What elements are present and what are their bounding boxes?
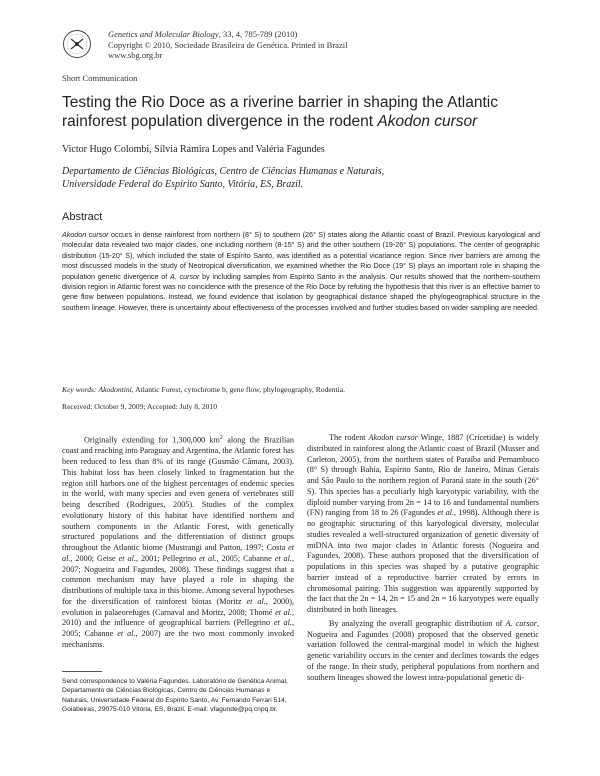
text: Winge, 1887 (Cricetidae) is widely distributed in rainforest along the Atlantic coast of Brazil (Musser and Carleton, 2005), from the northern states of Paraíba and Pernambuco (8° S) through Bahia, Espírito Santo, Rio de Janeiro, Minas Gerais and São Paulo to the northern region of Paraná state in the south (26° S). This species has a peculiarly high karyotypic variability, with the diploid number varying from 2n = 14 to 16 and fundamental numbers (FN) ranging from 18 to 26 (Fagundes [307,433,539,518]
journal-header [108,29,347,61]
text: , 2007; Nogueira and Fagundes, 2008). These findings suggest that a common mechanism may have played a role in shaping the distributions of multiple taxa in this biome. Among several hypotheses for the diversification of rainforest biotas (Moritz [62,553,295,606]
title-species: Akodon cursor [377,113,478,130]
body-column-left [62,433,294,651]
affiliation-line-2: Universidade Federal do Espírito Santo, Vitória, ES, Brazil. [62,179,304,190]
article-title [62,93,542,131]
text: , 2005; Cabanne [62,618,294,639]
abstract-part-2: by including samples from Espírito Santo in the analysis. Our results showed that the northern-southern division region in Atlantic forest was no coincidence with the presence of the Rio Doce by refuting the hypothesis that this river is an effective barrier to gene flow between populations. Instead, we found evidence that isolation by geographical distance shaped the phylogeographical structure in the southern lineage. However, there is uncertainty about effectiveness of the processes involved and further studies based on wider sampling are needed. [62,272,540,312]
species: A. cursor [505,618,537,628]
text: , 2000), evolution in palaeorefuges (Carnaval and Moritz, 2008; Thomé [62,596,294,617]
et-al: et al. [62,543,294,563]
journal-url[interactable]: www.sbg.org.br [108,50,163,60]
footnote-divider [62,671,102,672]
authors: Victor Hugo Colombi, Sílvia Ramira Lopes and Valéria Fagundes [62,144,325,155]
text: , 1998). Although there is no geographic structuring of this karyological diversity, molecular studies revealed a well-structured organization of genetic diversity of mtDNA into two major clades in Atlantic forests (Nogueira and Fagundes, 2008). These authors proposed that the diversification of populations in this species was shaped by a putative geographic barrier instead of a reproductive barrier created by errors in chromosomal pairing. This suggestion was apparently supported by the fact that the 2n = 14, 2n = 15 and 2n = 16 karyotypes were equally distributed in both lineages. [307,508,540,614]
keywords-genus: Akodontini [98,385,132,394]
et-al: et al. [437,508,455,518]
text: The rodent [329,433,369,442]
affiliation [62,165,522,191]
et-al: et al. [246,596,266,606]
abstract-species: Akodon cursor [62,231,109,239]
text: , Nogueira and Fagundes (2008) proposed that the observed genetic variation followed the central-marginal model in which the highest genetic variability occurs in the center and declines towards the edges of the range. In their study, peripheral populations from northern and southern lineages showed the lowest intra-populational genetic di- [307,618,539,682]
paragraph [307,619,539,684]
superscript: 2 [219,435,223,441]
correspondence-footnote: Send correspondence to Valéria Fagundes. Laboratório de Genética Animal, Departamento de Ciências Biológicas, Centro de Ciências Humanas e Naturais, Universidade Federal do Espírito Santo, Av. Fernando Ferrari 514, Goiabeiras, 29075-010 Vitória, ES, Brazil. E-mail: vfagunde@pq.cnpq.br. [62,678,288,713]
section-label: Short Communication [62,73,138,83]
text: , 2001; Pellegrino [135,553,200,563]
species: Akodon cursor [368,433,418,442]
text: , 2010) and the influence of geographical barriers (Pellegrino [62,607,294,628]
abstract-heading: Abstract [62,211,103,223]
copyright: Copyright © 2010, Sociedade Brasileira de Genética. Printed in Brazil [108,39,348,50]
text: , 2005; Cabanne [216,553,275,563]
title-main: Testing the Rio Doce as a riverine barrier in shaping the Atlantic rainforest population divergence in the rodent [62,94,498,130]
abstract-part-1: occurs in dense rainforest from northern (8° S) to southern (26° S) states along the Atlantic coast of Brazil. Previous karyological and molecular data revealed two major clades, one including northern (8-15° S) and the other southern (19-26° S) populations. The center of geographic distribution (15-20° S), which included the state of Espírito Santo, was identified as a potential vicariance region. Since river barriers are among the most discussed models in the study of Neotropical diversification, we examined whether the Rio Doce (19° S) plays an important role in shaping the population genetic divergence of [62,231,540,281]
journal-name: Genetics and Molecular Biology [108,29,219,39]
text: , 2000; Geise [70,553,119,563]
et-al: et al. [273,618,292,628]
abstract-species-short: A. cursor [170,272,200,281]
et-al: et al. [199,553,217,563]
text: By analyzing the overall geographic distribution of [329,618,506,628]
paragraph [62,433,294,651]
body-column-right [307,433,539,683]
text: along the Brazilian coast and reaching into Paraguay and Argentina, the Atlantic forest has been reduced to less than 8% of its range (Gusmão Câmara, 2003). This habitat loss has been closely linked to fragmentation but the region still harbors one of the highest percentages of endemic species in the world, with many species and even genera of vertebrates still being described (Rodrigues, 2005). Studies of the complex evolutionary history of this habitat have identified northern and southern components in the Atlantic Forest, with genetically structured populations and the differentiation of distinct groups throughout the Atlantic biome (Mustrangi and Patton, 1997; Costa [62,435,295,553]
text: Originally extending for 1,300,000 km [84,435,220,445]
keywords-label: Key words: [62,385,97,394]
keywords-rest: , Atlantic Forest, cytochrome b, gene flow, phylogeography, Rodentia. [131,385,346,394]
et-al: et al. [275,607,292,617]
et-al: et al. [117,629,136,639]
received-dates: Received: October 9, 2009; Accepted: July 8, 2010 [62,402,218,411]
affiliation-line-1: Departamento de Ciências Biológicas, Centro de Ciências Humanas e Naturais, [62,166,385,177]
journal-citation: , 33, 4, 785-789 (2010) [218,29,298,39]
keywords [62,385,540,394]
et-al: et al. [274,553,292,563]
text: , 2007) are the two most commonly invoked mechanisms. [62,629,295,649]
abstract-text [62,230,540,313]
et-al: et al. [118,553,136,563]
paragraph [307,433,539,616]
sbg-logo [62,29,92,59]
